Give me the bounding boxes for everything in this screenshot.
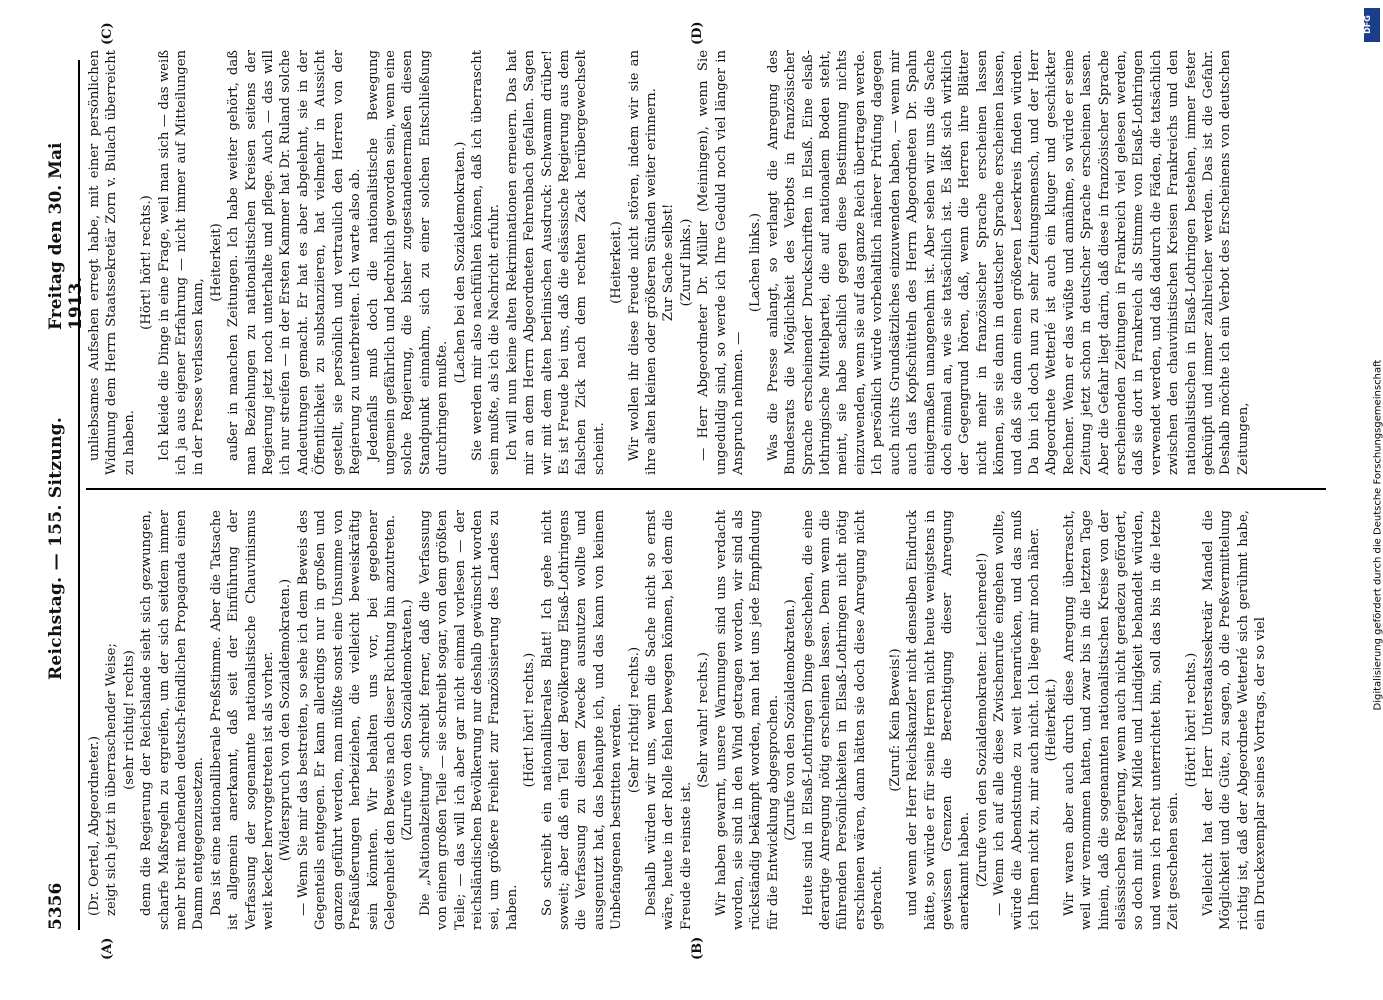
right-paragraph: (Heiterkeit) [208,223,224,302]
right-paragraph: (Lachen bei den Sozialdemokraten.) [452,141,468,384]
running-head: Reichstag. — 155. Sitzung. [46,416,66,680]
left-paragraph: (Zurufe von den Sozialdemokraten.) [783,599,799,841]
left-paragraph: (Widerspruch von den Sozialdemokraten.) [278,578,294,862]
right-paragraph: (Zuruf links.) [678,218,694,307]
digitization-credit [1363,30,1383,730]
right-paragraph: Was die Presse anlangt, so verlangt die Anregung des Bundesrats die Möglichkeit des Verbots in französischer Sprache erscheinender Druckschriften in Elsaß. Eine elsaß-lothringische Mittelpartei, die auf nationalem Boden steht, meint, sie habe sachlich gegen diese Bestimmung nichts einzuwenden, wenn sie auf das ganze Reich übertragen werde. Ich persönlich würde vorbehaltlich näherer Prüfung dagegen auch nichts Grundsätzliches einzuwenden haben, — wenn mir auch das Kopfschütteln des Herrn Abgeordneten Dr. Spahn einigermaßen unangenehm ist. Aber sehen wir uns die Sache doch einmal an, wie sie tatsächlich ist. Es läßt sich wirklich der Gegengrund hören, daß, wenn die Herren ihre Blätter nicht mehr in französischer Sprache erscheinen lassen können, sie sie dann in deutscher Sprache erscheinen lassen, und daß sie dann einen größeren Leserkreis finden würden. Da bin ich doch nun zu sehr Zeitungsmensch, und der Herr Abgeordnete Wetterlé ist auch ein kluger und geschickter Rechner. Wenn er das wüßte und annähme, so würde er seine Zeitung jetzt schon in deutscher Sprache erscheinen lassen. Aber die Gefahr liegt darin, daß diese in französischer Sprache erscheinenden Zeitungen in Frankreich viel gelesen werden, daß sie dort in Frankreich als Stimme von Elsaß-Lothringen verwendet werden, und daß dadurch die Fäden, die tatsächlich zwischen den chauvinistischen Kreisen Frankreichs und den nationalistischen in Elsaß-Lothringen bestehen, immer fester geknüpft und immer zahlreicher werden. Das ist die Gefahr. Deshalb möchte ich ein Verbot des Erscheinens von deutschen Zeitungen, [765,50,1251,475]
dfg-logo: DFG [1364,8,1380,42]
left-paragraph: Deshalb würden wir uns, wenn die Sache nicht so ernst wäre, heute in der Rolle fehlen bewegen können, bei dem die Freude die reinste ist. [644,510,694,930]
left-paragraph: (Heiterkeit.) [1044,678,1060,762]
right-paragraph: (Lachen links.) [748,212,764,313]
right-paragraph: Ich kleide die Dinge in eine Frage, weil man sich — das weiß ich ja aus eigener Erfahrung — nicht immer auf Mitteilungen in der Presse verlassen kann, [156,50,207,475]
column-divider [86,488,1326,490]
left-paragraph: (Hört! hört! rechts.) [1183,652,1199,788]
left-paragraph: Wir waren aber auch durch diese Anregung überrascht, weil wir vernommen hatten, und zwar bis in die letzten Tage hinein, daß die sogenannten nationalistischen Kreise von der elsässischen Regierung, wenn auch nicht geradezu gefördert, so doch mit starker Milde und Lindigkeit behandelt würden, und wenn ich recht unterrichtet bin, soll das bis in die letzte Zeit geschehen sein. [1061,510,1182,930]
left-paragraph: Heute sind in Elsaß-Lothringen Dinge geschehen, die eine derartige Anregung nötig erscheinen lassen. Denn wenn die führenden Persönlichkeiten in Elsaß-Lothringen nicht nötig erschienen wären, dann hätten sie doch diese Anregung nicht gebracht. [800,510,886,930]
right-column [86,50,1326,475]
margin-mark-b: (B) [690,936,705,960]
left-paragraph: Das ist eine nationalliberale Preßstimme. Aber die Tatsache ist allgemein anerkannt, daß seit der Einführung der Verfassung der sogenannte nationalistische Chauvinismus weit kecker hervorgetreten ist als vorher. [208,510,277,930]
left-paragraph: und wenn der Herr Reichskanzler nicht denselben Eindruck hätte, so würde er für seine Herren nicht heute wenigstens in gewissen Grenzen die Berechtigung dieser Anregung anerkannt haben. [905,510,973,930]
session-date: Freitag den 30. Mai 1913. [46,142,86,330]
right-paragraph: Sie werden mir also nachfühlen können, daß ich überrascht sein mußte, als ich die Nachricht erfuhr. [469,50,503,475]
left-paragraph: Die „Nationalzeitung“ schreibt ferner, daß die Verfassung von einem großen Teile — sie schreibt sogar, von dem größten Teile; — das will ich aber gar nicht einmal vorlesen — der reichsländischen Bevölkerung nur deshalb gewünscht worden sei, um größere Freiheit zur Französisierung des Landes zu haben. [417,510,520,930]
right-paragraph: Zur Sache selbst! [661,203,677,322]
left-column [86,510,1326,930]
page-number: 5356 [46,882,66,930]
left-paragraph: (sehr richtig! rechts) [121,650,137,790]
margin-mark-a: (A) [100,937,115,960]
right-paragraph: Ich will nun keine alten Rekriminationen erneuern. Das hat mir an dem Herrn Abgeordneten Fehrenbach gefallen. Sagen wir mit dem alten berlinischen Ausdruck: Schwamm drüber! Es ist Freude bei uns, daß die elsässische Regierung aus dem falschen Zick nach dem rechten Zack herübergewechselt scheint. [504,50,607,475]
credit-text: Digitalisierung gefördert durch die Deutsche Forschungsgemeinschaft [1372,359,1383,711]
margin-mark-c: (C) [100,22,115,45]
right-paragraph: unliebsames Aufsehen erregt habe, mit einer persönlichen Widmung dem Herrn Staatssekretär Zorn v. Bulach überreicht zu haben. [87,50,137,475]
right-paragraph: Jedenfalls muß doch die nationalistische Bewegung ungemein gefährlich und bedrohlich geworden sein, wenn eine solche Regierung, die bisher zugestandenermaßen diesen Standpunkt einnahm, sich zu einer solchen Entschließung durchringen mußte. [365,50,451,475]
right-paragraph: Wir wollen ihr diese Freude nicht stören, indem wir sie an ihre alten kleinen oder größeren Sünden weiter erinnern. [626,50,659,475]
left-paragraph: — Wenn Sie mir das bestreiten, so sehe ich dem Beweis des Gegenteils entgegen. Er kann allerdings nur in großen und ganzen geführt werden, man müßte sonst eine Unsumme von Preßäußerungen herbeiziehen, die vielleicht beweiskräftig sein könnten. Wir behalten uns vor, bei gegebener Gelegenheit den Beweis nach dieser Richtung hin anzutreten. [295,510,398,930]
page-header [40,110,86,930]
left-paragraph: So schreibt ein nationalliberales Blatt! Ich gehe nicht soweit; aber daß ein Teil der Bevölkerung Elsaß-Lothringens die Verfassung zu diesem Zwecke ausnutzen wollte und ausgenutzt hat, das behaupte ich, und das kann von keinem Unbefangenen bestritten werden. [539,510,625,930]
left-paragraph: (Zurufe von den Sozialdemokraten.) [400,599,416,841]
left-paragraph: (Sehr wahr! rechts.) [696,652,712,788]
left-paragraph: (Sehr richtig! rechts.) [626,646,642,794]
right-paragraph: (Hört! hört! rechts.) [139,195,155,330]
margin-mark-d: (D) [690,21,705,45]
left-paragraph: (Hört! hört! rechts.) [522,652,538,788]
left-paragraph: Vielleicht hat der Herr Unterstaatssekretär Mandel die Möglichkeit und die Güte, zu sagen, ob die Preßvermittelung richtig ist, daß der Abgeordnete Wetterlé sich gerühmt habe, ein Druckexemplar seines Vortrags, der so viel [1201,510,1269,930]
left-paragraph: (Zurufe von den Sozialdemokraten: Leichenrede!) [974,552,990,888]
right-paragraph: (Heiterkeit.) [609,221,625,304]
left-paragraph: (Dr. Oertel, Abgeordneter.) [87,735,102,916]
right-paragraph: außer in manchen Zeitungen. Ich habe weiter gehört, daß man Beziehungen zu nationalistischen Kreisen seitens der Regierung jetzt noch unterhalte und pflege. Auch — das will ich nur streifen — in der Ersten Kammer hat Dr. Ruland solche Andeutungen gemacht. Er hat es aber abgelehnt, sie in der Öffentlichkeit zu substanziieren, hat vielmehr in Aussicht gestellt, sie persönlich und vertraulich den Herren von der Regierung zu unterbreiten. Ich warte also ab. [226,50,364,475]
left-paragraph: (Zuruf: Kein Beweis!) [887,648,903,792]
left-paragraph: zeigt sich jetzt in überraschender Weise; [104,643,120,916]
left-paragraph: Wir haben gewarnt, unsere Warnungen sind uns verdacht worden, sie sind in den Wind getragen worden, wir sind als rückständig bekämpft worden, man hat uns jede Empfindung für die Entwicklung abgesprochen. [713,510,781,930]
header-rule [78,60,80,930]
left-paragraph: — Wenn ich auf alle diese Zwischenrufe eingehen wollte, würde die Abendstunde zu weit heranrücken, und das muß ich Ihnen nicht zu, mir auch nicht. Ich liege mir noch näher. [992,510,1042,930]
left-paragraph: denn die Regierung der Reichslande sieht sich gezwungen, scharfe Maßregeln zu ergreifen, um der sich seitdem immer mehr breit machenden deutsch-feindlichen Propaganda einen Damm entgegenzusetzen. [139,510,207,930]
right-paragraph: — Herr Abgeordneter Dr. Müller (Meiningen), wenn Sie ungeduldig sind, so werde ich Ihre Geduld noch viel länger in Anspruch nehmen. — [696,50,747,475]
